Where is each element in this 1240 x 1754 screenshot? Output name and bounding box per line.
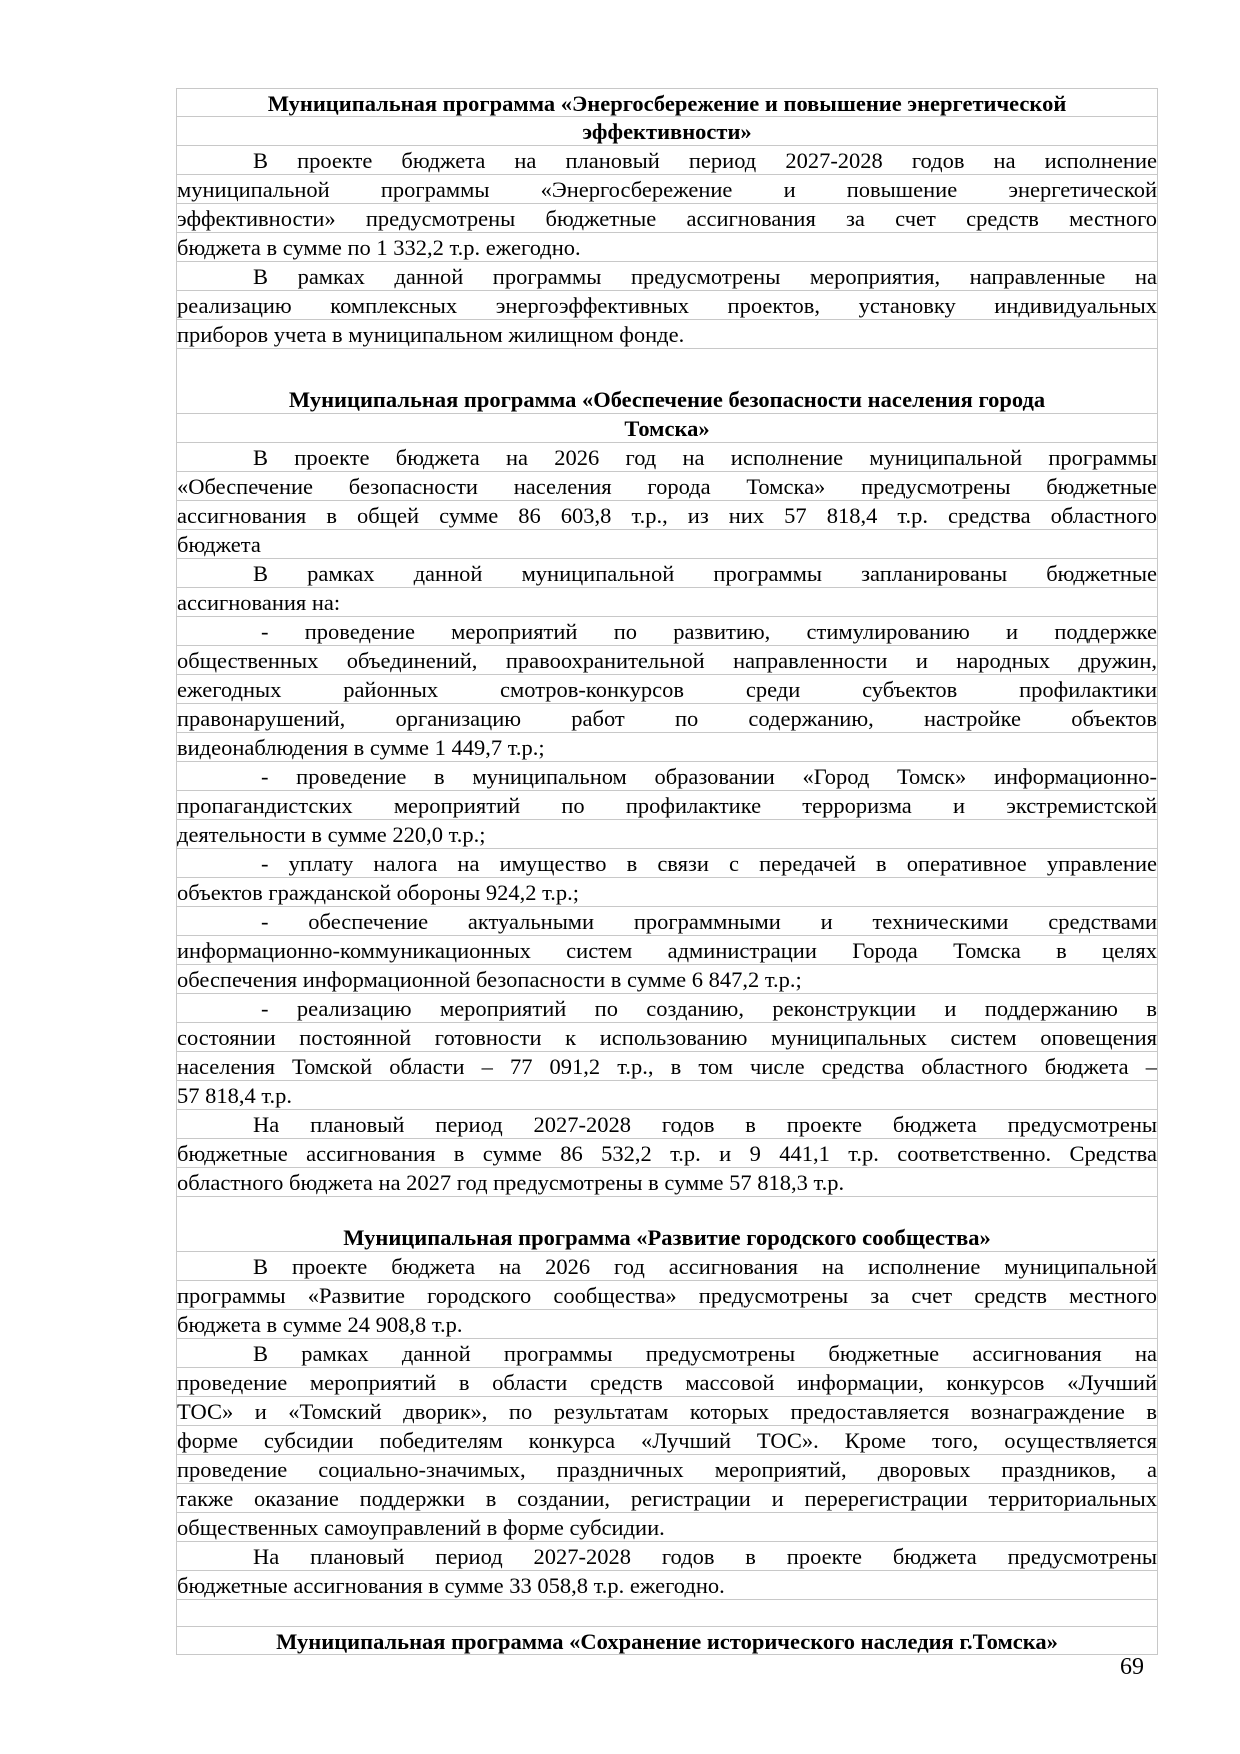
list-item-line: - обеспечение актуальными программными и техническими средствами <box>176 907 1158 936</box>
section-title: Муниципальная программа «Сохранение исторического наследия г.Томска» <box>176 1626 1158 1655</box>
text-column <box>176 88 1158 1655</box>
paragraph-line: областного бюджета на 2027 год предусмотрены в сумме 57 818,3 т.р. <box>176 1168 1158 1197</box>
paragraph-line: бюджета в сумме 24 908,8 т.р. <box>176 1310 1158 1339</box>
list-item-line: пропагандистских мероприятий по профилактике терроризма и экстремистской <box>177 793 1157 818</box>
paragraph-line: В рамках данной программы предусмотрены мероприятия, направленные на <box>176 262 1158 291</box>
paragraph-line: форме субсидии победителям конкурса «Лучший ТОС». Кроме того, осуществляется <box>177 1428 1157 1453</box>
paragraph-line: В рамках данной муниципальной программы запланированы бюджетные <box>176 559 1158 588</box>
section-title: Томска» <box>176 414 1158 443</box>
list-item-line: информационно-коммуникационных систем администрации Города Томска в целях <box>177 938 1157 963</box>
section-title: Муниципальная программа «Энергосбережение и повышение энергетической <box>176 88 1158 117</box>
paragraph-line: реализацию комплексных энергоэффективных проектов, установку индивидуальных <box>177 293 1157 318</box>
paragraph-line: бюджетные ассигнования в сумме 86 532,2 т.р. и 9 441,1 т.р. соответственно. Средства <box>177 1141 1157 1166</box>
section-title: Муниципальная программа «Обеспечение безопасности населения города <box>176 385 1158 414</box>
paragraph-line: ассигнования в общей сумме 86 603,8 т.р., из них 57 818,4 т.р. средства областного <box>177 503 1157 528</box>
list-item-line: - уплату налога на имущество в связи с передачей в оперативное управление <box>176 849 1158 878</box>
paragraph-line: В рамках данной программы предусмотрены бюджетные ассигнования на <box>176 1339 1158 1368</box>
page-number: 69 <box>1120 1654 1144 1680</box>
paragraph-line: бюджета <box>176 530 1158 559</box>
list-item-line: состоянии постоянной готовности к использованию муниципальных систем оповещения <box>177 1025 1157 1050</box>
paragraph-line: проведение мероприятий в области средств массовой информации, конкурсов «Лучший <box>177 1370 1157 1395</box>
list-item-line: 57 818,4 т.р. <box>176 1081 1158 1110</box>
paragraph-line: приборов учета в муниципальном жилищном фонде. <box>176 320 1158 349</box>
spacer <box>176 349 1158 385</box>
list-item-line: населения Томской области – 77 091,2 т.р., в том числе средства областного бюджета – <box>177 1054 1157 1079</box>
paragraph-line: В проекте бюджета на плановый период 2027-2028 годов на исполнение <box>176 146 1158 175</box>
list-item-line: - реализацию мероприятий по созданию, реконструкции и поддержанию в <box>176 994 1158 1023</box>
list-item-line: деятельности в сумме 220,0 т.р.; <box>176 820 1158 849</box>
paragraph-line: «Обеспечение безопасности населения города Томска» предусмотрены бюджетные <box>177 474 1157 499</box>
list-item-line: правонарушений, организацию работ по содержанию, настройке объектов <box>177 706 1157 731</box>
paragraph-line: проведение социально-значимых, праздничных мероприятий, дворовых праздников, а <box>177 1457 1157 1482</box>
list-item-line: ежегодных районных смотров-конкурсов среди субъектов профилактики <box>177 677 1157 702</box>
spacer <box>176 1600 1158 1626</box>
list-item-line: видеонаблюдения в сумме 1 449,7 т.р.; <box>176 733 1158 762</box>
paragraph-line: На плановый период 2027-2028 годов в проекте бюджета предусмотрены <box>176 1542 1158 1571</box>
list-item-line: обеспечения информационной безопасности в сумме 6 847,2 т.р.; <box>176 965 1158 994</box>
paragraph-line: муниципальной программы «Энергосбережение и повышение энергетической <box>177 177 1157 202</box>
list-item-line: объектов гражданской обороны 924,2 т.р.; <box>176 878 1158 907</box>
paragraph-line: На плановый период 2027-2028 годов в проекте бюджета предусмотрены <box>176 1110 1158 1139</box>
paragraph-line: В проекте бюджета на 2026 год на исполнение муниципальной программы <box>176 443 1158 472</box>
paragraph-line: бюджетные ассигнования в сумме 33 058,8 т.р. ежегодно. <box>176 1571 1158 1600</box>
paragraph-line: бюджета в сумме по 1 332,2 т.р. ежегодно. <box>176 233 1158 262</box>
paragraph-line: программы «Развитие городского сообщества» предусмотрены за счет средств местного <box>177 1283 1157 1308</box>
paragraph-line: ТОС» и «Томский дворик», по результатам которых предоставляется вознаграждение в <box>177 1399 1157 1424</box>
paragraph-line: также оказание поддержки в создании, регистрации и перерегистрации территориальных <box>177 1486 1157 1511</box>
paragraph-line: В проекте бюджета на 2026 год ассигнования на исполнение муниципальной <box>176 1252 1158 1281</box>
paragraph-line: общественных самоуправлений в форме субсидии. <box>176 1513 1158 1542</box>
paragraph-line: ассигнования на: <box>176 588 1158 617</box>
section-title: Муниципальная программа «Развитие городского сообщества» <box>176 1223 1158 1252</box>
section-title: эффективности» <box>176 117 1158 146</box>
paragraph-line: эффективности» предусмотрены бюджетные ассигнования за счет средств местного <box>177 206 1157 231</box>
list-item-line: - проведение в муниципальном образовании «Город Томск» информационно- <box>176 762 1158 791</box>
spacer <box>176 1197 1158 1223</box>
list-item-line: общественных объединений, правоохранительной направленности и народных дружин, <box>177 648 1157 673</box>
list-item-line: - проведение мероприятий по развитию, стимулированию и поддержке <box>176 617 1158 646</box>
